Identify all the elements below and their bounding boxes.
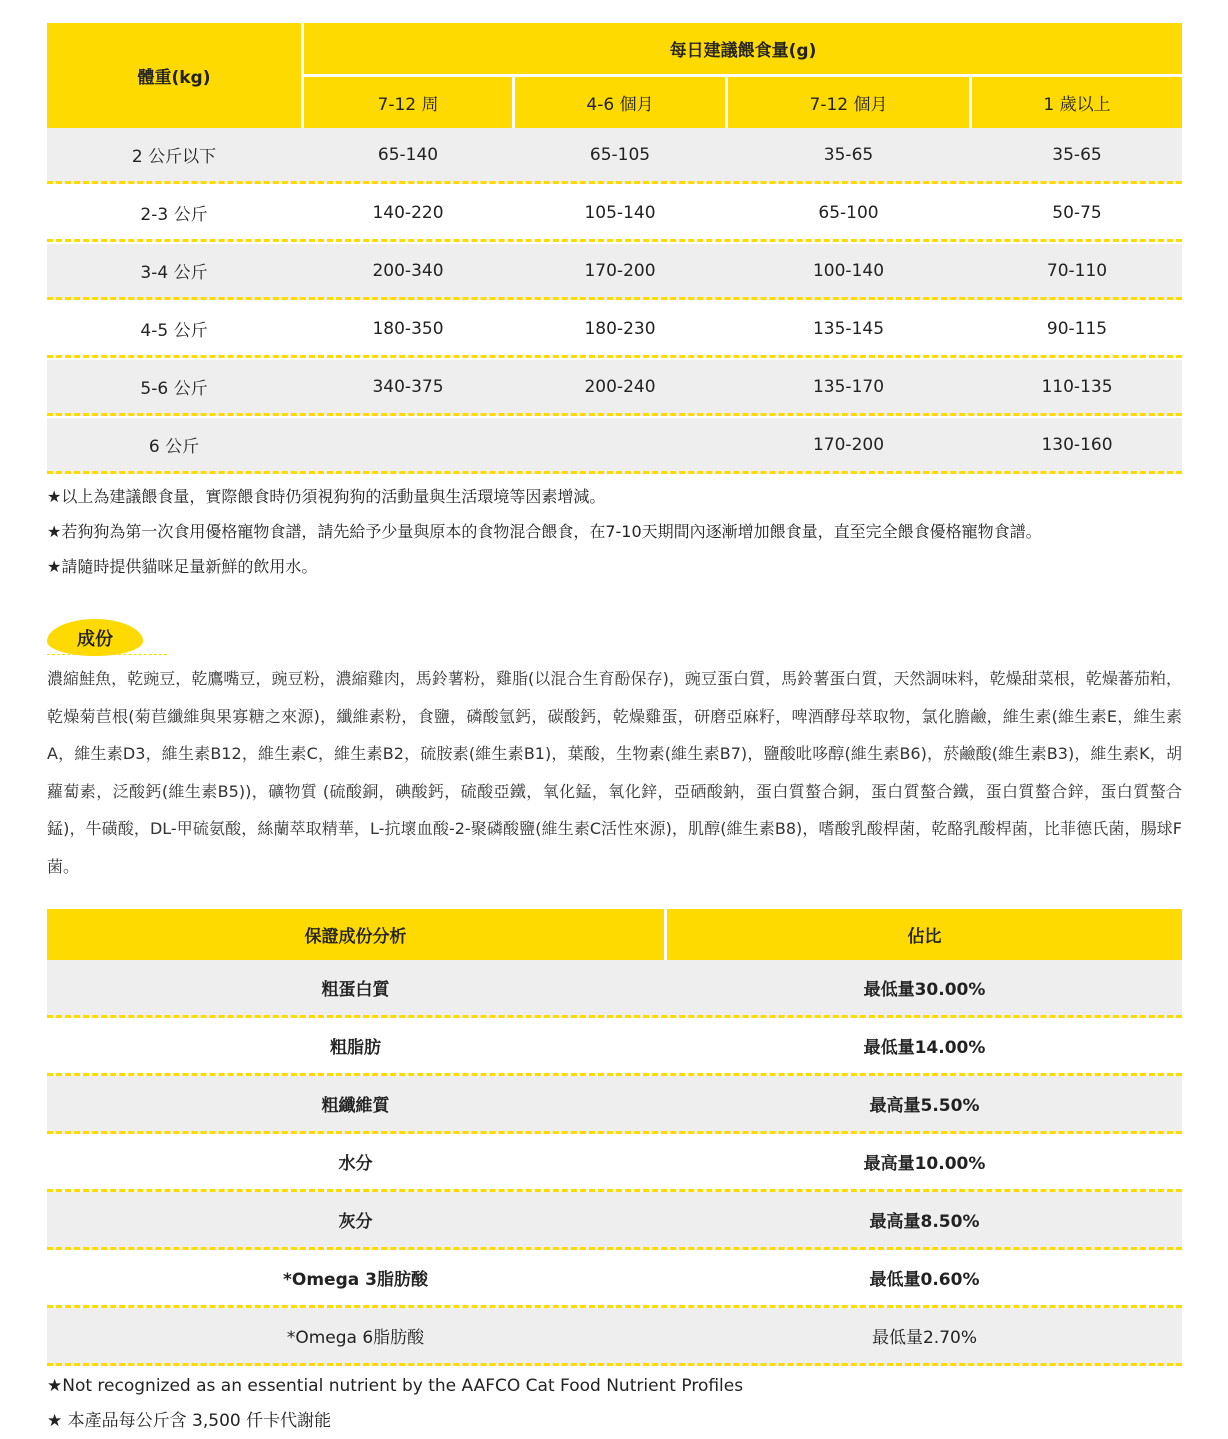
- age-header-1-year-plus: 1 歲以上: [972, 77, 1182, 128]
- amount-cell: 65-100: [818, 202, 879, 223]
- analysis-table: [47, 909, 1182, 1366]
- amount-cell: 65-140: [377, 144, 439, 165]
- weight-cell: 3-4 公斤: [140, 263, 208, 283]
- amount-cell: 100-140: [812, 260, 885, 281]
- amount-cell: 200-340: [372, 260, 444, 281]
- amount-cell: 35-65: [1052, 144, 1102, 165]
- footnote-line: ★Not recognized as an essential nutrient by the AAFCO Cat Food Nutrient Profiles: [47, 1376, 744, 1396]
- ingredients-text: 濃縮鮭魚，乾豌豆，乾鷹嘴豆，豌豆粉，濃縮雞肉，馬鈴薯粉，雞脂(以混合生育酚保存)，豌豆蛋白質，馬鈴薯蛋白質，天然調味料，乾燥甜菜根，乾燥蕃茄粕，乾燥菊苣根(菊苣纖維與果寡糖之來源)，纖維素粉，食鹽，磷酸氫鈣，碳酸鈣，乾燥雞蛋，研磨亞麻籽，啤酒酵母萃取物，氯化膽鹼，維生素(維生素E，維生素A，維生素D3，維生素B12，維生素C，維生素B2，硫胺素(維生素B1)，葉酸，生物素(維生素B7)，鹽酸吡哆醇(維生素B6)，菸鹼酸(維生素B3)，維生素K，胡蘿蔔素，泛酸鈣(維生素B5))，礦物質 (硫酸銅，碘酸鈣，硫酸亞鐵，氧化錳，氧化鋅，亞硒酸鈉，蛋白質螯合銅，蛋白質螯合鐵，蛋白質螯合鋅，蛋白質螯合錳)，牛磺酸，DL-甲硫氨酸，絲蘭萃取精華，L-抗壞血酸-2-聚磷酸鹽(維生素C活性來源)，肌醇(維生素B8)，嗜酸乳酸桿菌，乾酪乳酸桿菌，比菲德氏菌，腸球F菌。: [47, 669, 1182, 876]
- amount-cell: 200-240: [584, 376, 656, 397]
- amount-cell: [304, 418, 512, 471]
- footnote-line: ★ 本產品每公斤含 3,500 仟卡代謝能: [47, 1411, 332, 1431]
- daily-amount-header: 每日建議餵食量(g): [304, 23, 1182, 74]
- analysis-header-name: 保證成份分析: [47, 909, 664, 960]
- amount-cell: 140-220: [372, 202, 444, 223]
- nutrient-name: 灰分: [338, 1212, 373, 1232]
- amount-cell: 135-170: [812, 376, 885, 397]
- table-row: [47, 1192, 1182, 1250]
- amount-cell: 180-350: [372, 318, 444, 339]
- page-content: [47, 23, 1182, 1431]
- weight-cell: 2 公斤以下: [131, 147, 217, 167]
- amount-cell: 65-105: [589, 144, 651, 165]
- table-row: [47, 960, 1182, 1018]
- note-line: ★請隨時提供貓咪足量新鮮的飲用水。: [47, 557, 318, 576]
- nutrient-name: 水分: [338, 1154, 373, 1174]
- nutrient-name: *Omega 3脂肪酸: [283, 1270, 428, 1290]
- amount-cell: 340-375: [372, 376, 444, 397]
- weight-cell: 6 公斤: [148, 437, 200, 457]
- analysis-header-row: [47, 909, 1182, 960]
- weight-cell: 5-6 公斤: [140, 379, 208, 399]
- nutrient-value: 最低量30.00%: [863, 980, 986, 1000]
- table-row: [47, 186, 1182, 242]
- title-underline: [47, 654, 167, 655]
- amount-cell: 180-230: [584, 318, 656, 339]
- amount-cell: 90-115: [1046, 318, 1108, 339]
- feeding-notes: [47, 479, 1182, 584]
- nutrient-value: 最高量10.00%: [863, 1154, 986, 1174]
- amount-cell: 70-110: [1046, 260, 1108, 281]
- age-header-7-12-months: 7-12 個月: [728, 77, 969, 128]
- feeding-table: [47, 23, 1182, 478]
- footnotes: [47, 1369, 1182, 1439]
- table-row: [47, 1250, 1182, 1308]
- nutrient-value: 最低量14.00%: [863, 1038, 986, 1058]
- nutrient-value: 最高量8.50%: [869, 1212, 980, 1232]
- amount-cell: 35-65: [823, 144, 874, 165]
- table-row: [47, 418, 1182, 474]
- analysis-header-ratio: 佔比: [667, 909, 1182, 960]
- amount-cell: 110-135: [1041, 376, 1113, 397]
- amount-cell: [515, 418, 725, 471]
- weight-cell: 4-5 公斤: [140, 321, 208, 341]
- weight-header: 體重(kg): [47, 23, 301, 128]
- amount-cell: 135-145: [812, 318, 885, 339]
- nutrient-name: 粗蛋白質: [321, 980, 390, 1000]
- age-header-4-6-months: 4-6 個月: [515, 77, 725, 128]
- table-row: [47, 1076, 1182, 1134]
- nutrient-name: 粗脂肪: [330, 1038, 381, 1058]
- table-row: [47, 360, 1182, 416]
- amount-cell: 130-160: [1041, 434, 1113, 455]
- note-line: ★若狗狗為第一次食用優格寵物食譜，請先給予少量與原本的食物混合餵食，在7-10天期間內逐漸增加餵食量，直至完全餵食優格寵物食譜。: [47, 522, 1042, 541]
- note-line: ★以上為建議餵食量，實際餵食時仍須視狗狗的活動量與生活環境等因素增減。: [47, 487, 606, 506]
- table-row: [47, 244, 1182, 300]
- table-row: [47, 1134, 1182, 1192]
- table-row: [47, 1308, 1182, 1366]
- table-row: [47, 1018, 1182, 1076]
- weight-cell: 2-3 公斤: [140, 205, 208, 225]
- table-row: [47, 302, 1182, 358]
- amount-cell: 170-200: [812, 434, 885, 455]
- nutrient-name: 粗纖維質: [321, 1096, 390, 1116]
- table-row: [47, 128, 1182, 184]
- amount-cell: 105-140: [584, 202, 656, 223]
- nutrient-value: 最低量2.70%: [871, 1328, 977, 1348]
- amount-cell: 170-200: [584, 260, 656, 281]
- age-header-7-12-weeks: 7-12 周: [304, 77, 512, 128]
- amount-cell: 50-75: [1052, 202, 1102, 223]
- ingredients-title: 成份: [47, 619, 143, 656]
- nutrient-value: 最低量0.60%: [869, 1270, 980, 1290]
- nutrient-name: *Omega 6脂肪酸: [286, 1328, 425, 1348]
- nutrient-value: 最高量5.50%: [869, 1096, 980, 1116]
